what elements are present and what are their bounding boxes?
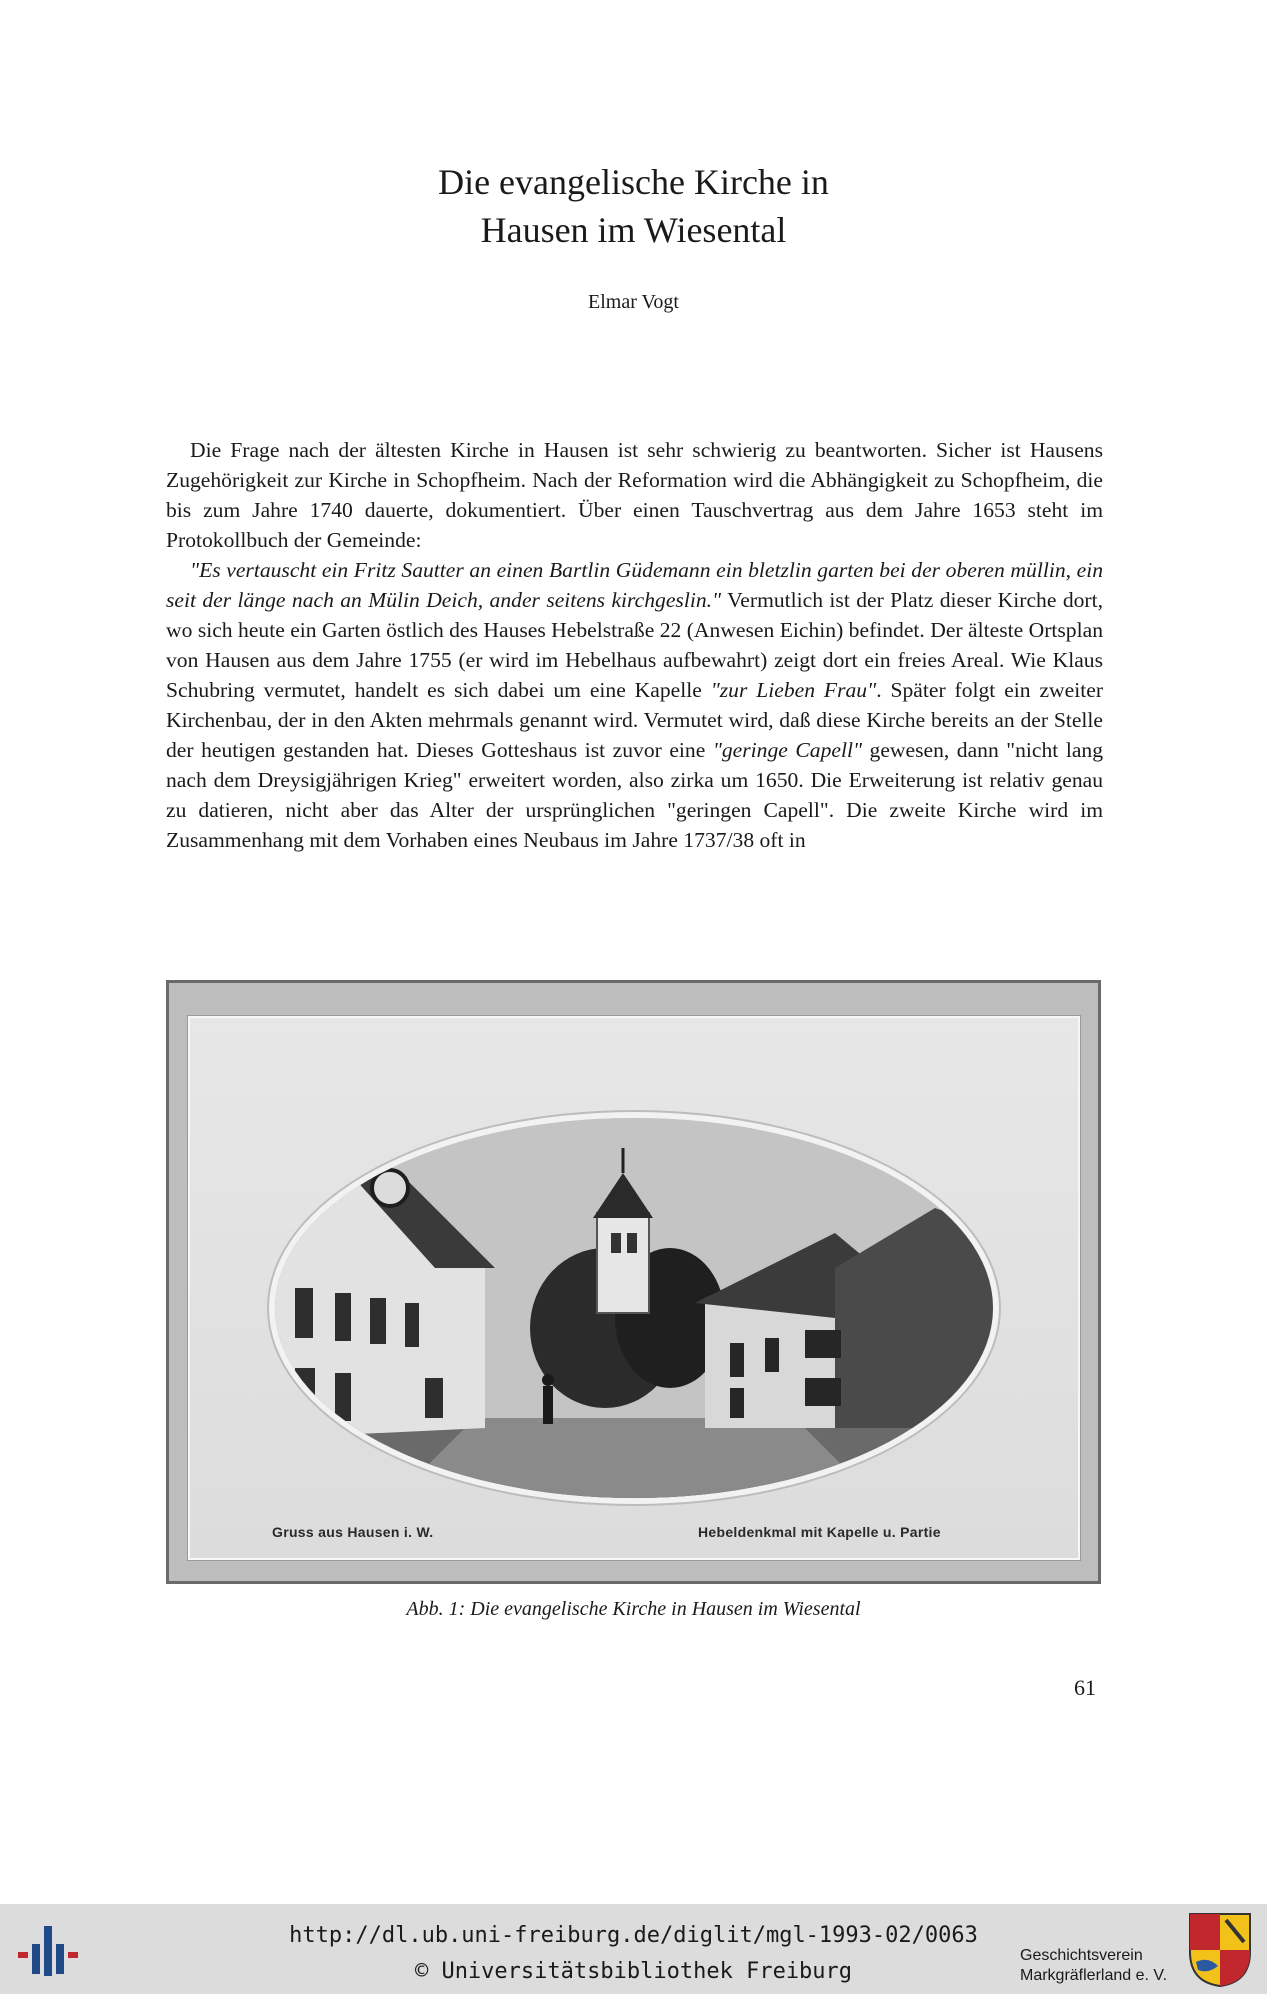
postcard xyxy=(188,1016,1080,1560)
figure-caption: Abb. 1: Die evangelische Kirche in Hausen im Wiesental xyxy=(406,1598,861,1620)
article-title xyxy=(0,158,1267,254)
quote-zur-lieben-frau: "zur Lieben Frau" xyxy=(710,678,877,702)
church-street-illustration xyxy=(275,1118,993,1498)
paragraph-2-part-c: gewesen, dann "nicht lang nach dem Dreysigjährigen Krieg" erweitert worden, also zirka um 1650. Die Erweiterung ist relativ genau zu datieren, nicht aber das Alter der ursprünglichen "geringen Capell". Die zweite Kirche wird im Zusammenhang mit dem Vorhaben eines Neubaus im Jahre 1737/38 oft in xyxy=(166,738,1103,852)
page-number: 61 xyxy=(1074,1675,1096,1700)
title-line-1: Die evangelische Kirche in xyxy=(438,162,829,202)
paragraph-2-part-a: Vermutlich ist der Platz dieser Kirche dort, wo sich heute ein Garten östlich des Hauses Hebelstraße 22 (Anwesen Eichin) befindet. Der älteste Ortsplan von Hausen aus dem Jahre 1755 (er wird im Hebelhaus aufbewahrt) zeigt dort ein freies Areal. Wie Klaus Schubring vermutet, handelt es sich dabei um eine Kapelle xyxy=(166,588,1103,702)
society-line-1: Geschichtsverein xyxy=(1020,1947,1143,1964)
quote-geringe-capell: "geringe Capell" xyxy=(712,738,863,762)
postcard-caption-right: Hebeldenkmal mit Kapelle u. Partie xyxy=(698,1524,941,1540)
quote-text: "Es vertauscht ein Fritz Sautter an einen Bartlin Güdemann ein bletzlin garten bei der oberen müllin, ein seit der länge nach an Mülin Deich, ander seitens kirchgeslin." xyxy=(166,558,1103,612)
society-name xyxy=(1020,1946,1180,1986)
society-line-2: Markgräflerland e. V. xyxy=(1020,1967,1168,1984)
paragraph-2-part-b: . Später folgt ein zweiter Kirchenbau, der in den Akten mehrmals genannt wird. Vermutet wird, daß diese Kirche bereits an der Stelle der heutigen gestanden hat. Dieses Gotteshaus ist zuvor eine xyxy=(166,678,1104,762)
postcard-figure xyxy=(166,980,1101,1584)
document-url-link[interactable]: http://dl.ub.uni-freiburg.de/diglit/mgl-1993-02/0063 xyxy=(289,1923,978,1948)
postcard-photo xyxy=(275,1118,993,1498)
postcard-caption-left: Gruss aus Hausen i. W. xyxy=(272,1524,434,1540)
paragraph-1: Die Frage nach der ältesten Kirche in Hausen ist sehr schwierig zu beantworten. Sicher ist Hausens Zugehörigkeit zur Kirche in Schopfheim. Nach der Reformation wird die Abhängigkeit zu Schopfheim, die bis zum Jahre 1740 dauerte, dokumentiert. Über einen Tauschvertrag aus dem Jahre 1653 steht im Protokollbuch der Gemeinde: xyxy=(166,438,1103,552)
footer-bar xyxy=(0,1904,1267,1994)
title-line-2: Hausen im Wiesental xyxy=(480,210,787,250)
copyright-text: © Universitätsbibliothek Freiburg xyxy=(414,1959,853,1984)
article-body xyxy=(166,435,1103,855)
author-name: Elmar Vogt xyxy=(588,291,679,313)
coat-of-arms-icon xyxy=(1188,1912,1252,1988)
paragraph-2 xyxy=(166,555,1103,855)
